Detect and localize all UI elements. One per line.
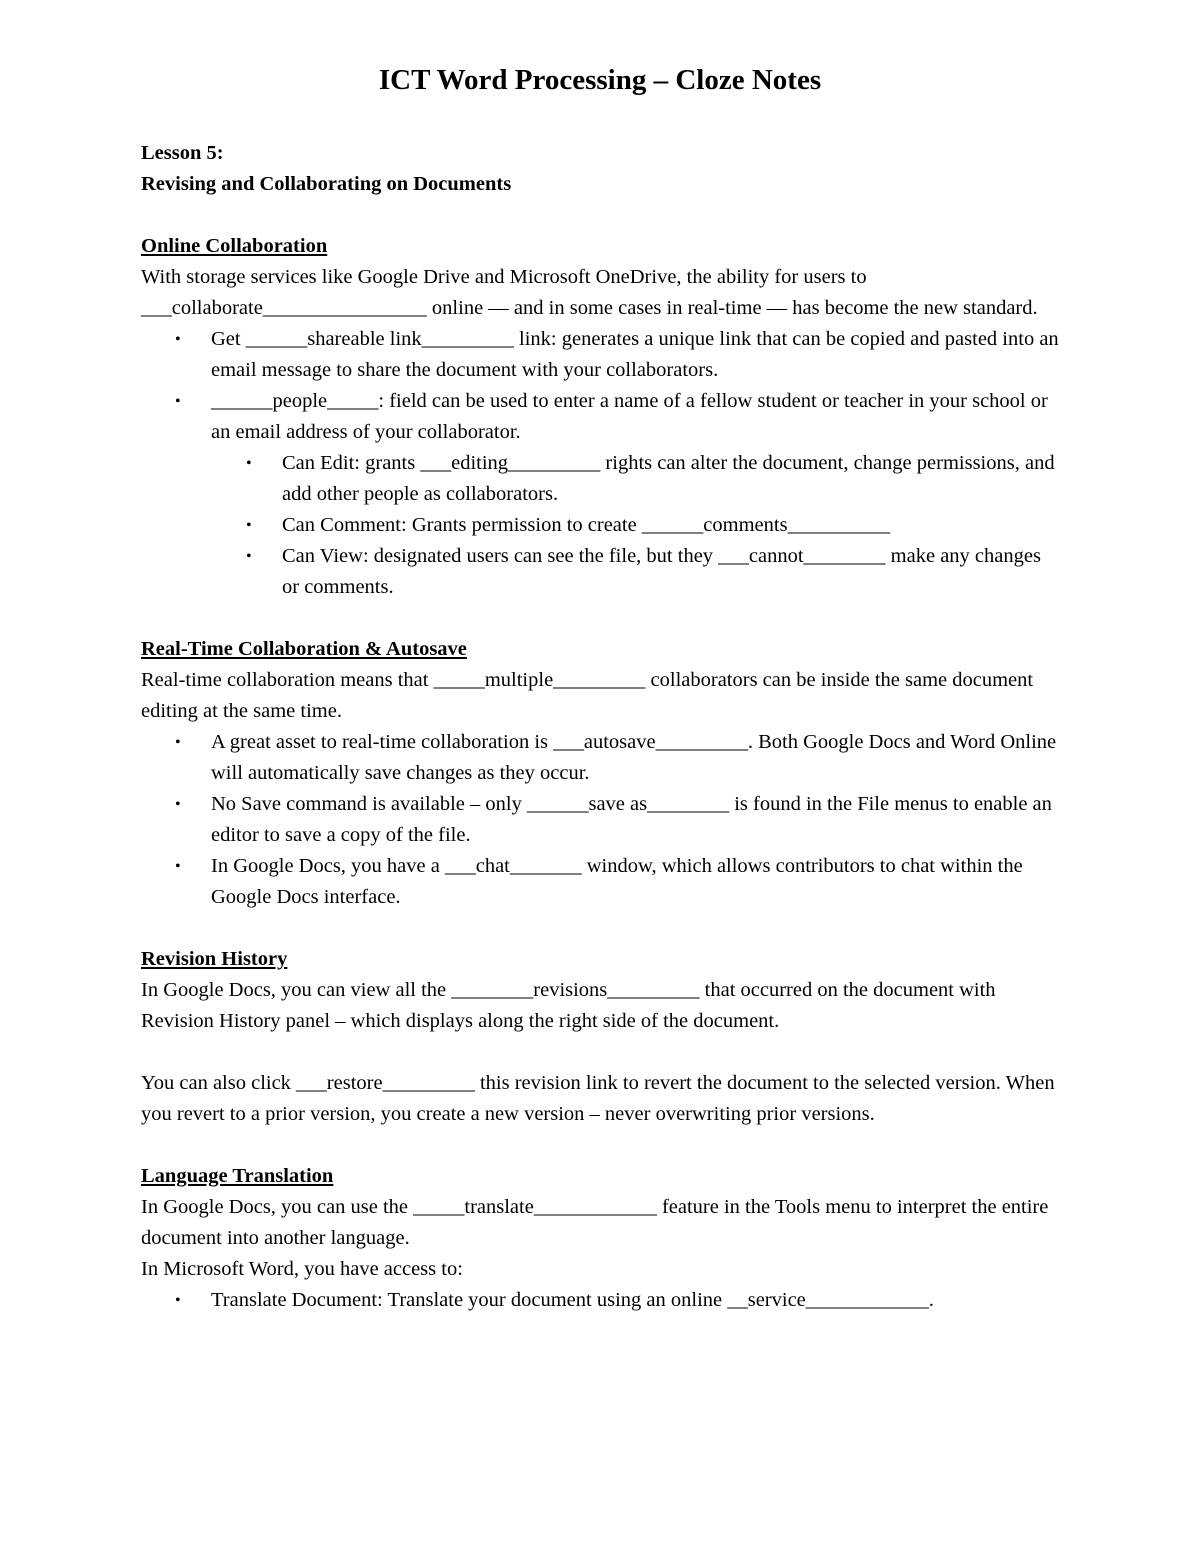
realtime-collaboration-intro: Real-time collaboration means that _____multiple_________ collaborators can be inside the same document editing at the same time. [141,669,1034,722]
list-item: • A great asset to real-time collaboration is ___autosave_________. Both Google Docs and Word Online will automatically save changes as they occur. [141,727,1061,789]
language-translation-list [141,1285,1061,1316]
list-item: • In Google Docs, you have a ___chat_______ window, which allows contributors to chat within the Google Docs interface. [141,851,1061,913]
list-item: • Get ______shareable link_________ link: generates a unique link that can be copied and pasted into an email message to share the document with your collaborators. [141,324,1061,386]
online-collaboration-list [141,324,1061,448]
section-heading-revision-history: Revision History [141,948,288,970]
list-item: • Can View: designated users can see the file, but they ___cannot________ make any changes or comments. [141,541,1061,603]
bullet-icon: • [246,455,252,472]
online-collaboration-intro: With storage services like Google Drive and Microsoft OneDrive, the ability for users to ___collaborate________________ online — and in some cases in real-time — has become the new standard. [141,266,1038,319]
section-heading-language-translation: Language Translation [141,1165,334,1187]
realtime-collaboration-list [141,727,1061,913]
list-item: • Translate Document: Translate your document using an online __service____________. [141,1285,1061,1316]
lesson-number: Lesson 5: [141,142,224,164]
list-item: • Can Comment: Grants permission to create ______comments__________ [141,510,1061,541]
bullet-icon: • [175,858,181,875]
bullet-icon: • [175,796,181,813]
bullet-icon: • [175,734,181,751]
lesson-title: Revising and Collaborating on Documents [141,173,512,195]
bullet-icon: • [175,1292,181,1309]
revision-history-paragraph-2: You can also click ___restore_________ this revision link to revert the document to the selected version. When you revert to a prior version, you create a new version – never overwriting prior versions. [141,1072,1055,1125]
section-heading-online-collaboration: Online Collaboration [141,235,328,257]
revision-history-paragraph-1: In Google Docs, you can view all the ________revisions_________ that occurred on the document with Revision History panel – which displays along the right side of the document. [141,979,996,1032]
document-body [141,138,1061,1316]
list-item: • ______people_____: field can be used to enter a name of a fellow student or teacher in your school or an email address of your collaborator. [141,386,1061,448]
permissions-list [141,448,1061,603]
language-translation-paragraph-2: In Microsoft Word, you have access to: [141,1258,463,1280]
list-item: • No Save command is available – only ______save as________ is found in the File menus to enable an editor to save a copy of the file. [141,789,1061,851]
bullet-icon: • [175,393,181,410]
list-item: • Can Edit: grants ___editing_________ rights can alter the document, change permissions, and add other people as collaborators. [141,448,1061,510]
bullet-icon: • [175,331,181,348]
language-translation-paragraph-1: In Google Docs, you can use the _____translate____________ feature in the Tools menu to interpret the entire document into another language. [141,1196,1049,1249]
bullet-icon: • [246,517,252,534]
bullet-icon: • [246,548,252,565]
section-heading-realtime-collaboration: Real-Time Collaboration & Autosave [141,638,467,660]
document-title: ICT Word Processing – Cloze Notes [378,64,822,96]
